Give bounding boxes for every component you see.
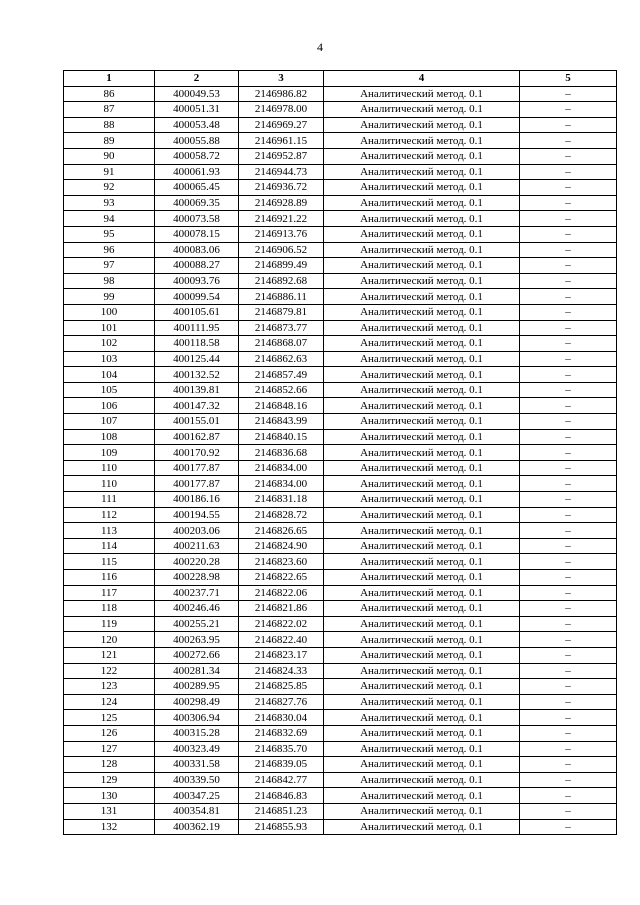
error-cell: – bbox=[520, 492, 617, 508]
y-coordinate-cell: 2146913.76 bbox=[239, 226, 324, 242]
y-coordinate-cell: 2146886.11 bbox=[239, 289, 324, 305]
point-number-cell: 92 bbox=[64, 180, 155, 196]
table-row bbox=[64, 554, 617, 570]
error-cell: – bbox=[520, 414, 617, 430]
error-cell: – bbox=[520, 694, 617, 710]
x-coordinate-cell: 400306.94 bbox=[155, 710, 239, 726]
point-number-cell: 113 bbox=[64, 523, 155, 539]
method-cell: Аналитический метод. 0.1 bbox=[324, 538, 520, 554]
point-number-cell: 94 bbox=[64, 211, 155, 227]
method-cell: Аналитический метод. 0.1 bbox=[324, 164, 520, 180]
x-coordinate-cell: 400263.95 bbox=[155, 632, 239, 648]
point-number-cell: 90 bbox=[64, 148, 155, 164]
table-row bbox=[64, 133, 617, 149]
y-coordinate-cell: 2146824.90 bbox=[239, 538, 324, 554]
error-cell: – bbox=[520, 647, 617, 663]
x-coordinate-cell: 400170.92 bbox=[155, 445, 239, 461]
x-coordinate-cell: 400362.19 bbox=[155, 819, 239, 835]
point-number-cell: 132 bbox=[64, 819, 155, 835]
x-coordinate-cell: 400078.15 bbox=[155, 226, 239, 242]
y-coordinate-cell: 2146826.65 bbox=[239, 523, 324, 539]
error-cell: – bbox=[520, 445, 617, 461]
error-cell: – bbox=[520, 289, 617, 305]
point-number-cell: 101 bbox=[64, 320, 155, 336]
y-coordinate-cell: 2146892.68 bbox=[239, 273, 324, 289]
error-cell: – bbox=[520, 148, 617, 164]
error-cell: – bbox=[520, 320, 617, 336]
y-coordinate-cell: 2146855.93 bbox=[239, 819, 324, 835]
error-cell: – bbox=[520, 538, 617, 554]
y-coordinate-cell: 2146857.49 bbox=[239, 367, 324, 383]
y-coordinate-cell: 2146873.77 bbox=[239, 320, 324, 336]
method-cell: Аналитический метод. 0.1 bbox=[324, 741, 520, 757]
error-cell: – bbox=[520, 788, 617, 804]
y-coordinate-cell: 2146851.23 bbox=[239, 803, 324, 819]
x-coordinate-cell: 400069.35 bbox=[155, 195, 239, 211]
table-row bbox=[64, 616, 617, 632]
table-row bbox=[64, 460, 617, 476]
x-coordinate-cell: 400228.98 bbox=[155, 570, 239, 586]
point-number-cell: 86 bbox=[64, 86, 155, 102]
point-number-cell: 114 bbox=[64, 538, 155, 554]
error-cell: – bbox=[520, 632, 617, 648]
table-row bbox=[64, 601, 617, 617]
x-coordinate-cell: 400053.48 bbox=[155, 117, 239, 133]
point-number-cell: 125 bbox=[64, 710, 155, 726]
y-coordinate-cell: 2146832.69 bbox=[239, 725, 324, 741]
method-cell: Аналитический метод. 0.1 bbox=[324, 523, 520, 539]
x-coordinate-cell: 400194.55 bbox=[155, 507, 239, 523]
method-cell: Аналитический метод. 0.1 bbox=[324, 133, 520, 149]
error-cell: – bbox=[520, 133, 617, 149]
error-cell: – bbox=[520, 772, 617, 788]
y-coordinate-cell: 2146822.06 bbox=[239, 585, 324, 601]
error-cell: – bbox=[520, 382, 617, 398]
method-cell: Аналитический метод. 0.1 bbox=[324, 819, 520, 835]
method-cell: Аналитический метод. 0.1 bbox=[324, 601, 520, 617]
point-number-cell: 104 bbox=[64, 367, 155, 383]
y-coordinate-cell: 2146830.04 bbox=[239, 710, 324, 726]
point-number-cell: 96 bbox=[64, 242, 155, 258]
method-cell: Аналитический метод. 0.1 bbox=[324, 647, 520, 663]
point-number-cell: 89 bbox=[64, 133, 155, 149]
table-row bbox=[64, 414, 617, 430]
table-row bbox=[64, 304, 617, 320]
y-coordinate-cell: 2146852.66 bbox=[239, 382, 324, 398]
method-cell: Аналитический метод. 0.1 bbox=[324, 788, 520, 804]
table-row bbox=[64, 570, 617, 586]
x-coordinate-cell: 400339.50 bbox=[155, 772, 239, 788]
error-cell: – bbox=[520, 258, 617, 274]
method-cell: Аналитический метод. 0.1 bbox=[324, 445, 520, 461]
point-number-cell: 103 bbox=[64, 351, 155, 367]
column-header-1: 1 bbox=[64, 71, 155, 87]
table-row bbox=[64, 429, 617, 445]
table-row bbox=[64, 632, 617, 648]
x-coordinate-cell: 400289.95 bbox=[155, 679, 239, 695]
y-coordinate-cell: 2146848.16 bbox=[239, 398, 324, 414]
table-row bbox=[64, 445, 617, 461]
method-cell: Аналитический метод. 0.1 bbox=[324, 273, 520, 289]
method-cell: Аналитический метод. 0.1 bbox=[324, 694, 520, 710]
y-coordinate-cell: 2146834.00 bbox=[239, 460, 324, 476]
method-cell: Аналитический метод. 0.1 bbox=[324, 86, 520, 102]
y-coordinate-cell: 2146842.77 bbox=[239, 772, 324, 788]
table-row bbox=[64, 86, 617, 102]
table-row bbox=[64, 148, 617, 164]
method-cell: Аналитический метод. 0.1 bbox=[324, 585, 520, 601]
table-row bbox=[64, 273, 617, 289]
table-row bbox=[64, 211, 617, 227]
method-cell: Аналитический метод. 0.1 bbox=[324, 710, 520, 726]
x-coordinate-cell: 400073.58 bbox=[155, 211, 239, 227]
y-coordinate-cell: 2146936.72 bbox=[239, 180, 324, 196]
y-coordinate-cell: 2146921.22 bbox=[239, 211, 324, 227]
point-number-cell: 120 bbox=[64, 632, 155, 648]
y-coordinate-cell: 2146944.73 bbox=[239, 164, 324, 180]
x-coordinate-cell: 400315.28 bbox=[155, 725, 239, 741]
table-row bbox=[64, 538, 617, 554]
point-number-cell: 116 bbox=[64, 570, 155, 586]
method-cell: Аналитический метод. 0.1 bbox=[324, 351, 520, 367]
method-cell: Аналитический метод. 0.1 bbox=[324, 616, 520, 632]
table-row bbox=[64, 476, 617, 492]
table-row bbox=[64, 694, 617, 710]
error-cell: – bbox=[520, 570, 617, 586]
method-cell: Аналитический метод. 0.1 bbox=[324, 632, 520, 648]
point-number-cell: 91 bbox=[64, 164, 155, 180]
error-cell: – bbox=[520, 336, 617, 352]
method-cell: Аналитический метод. 0.1 bbox=[324, 211, 520, 227]
method-cell: Аналитический метод. 0.1 bbox=[324, 367, 520, 383]
point-number-cell: 131 bbox=[64, 803, 155, 819]
method-cell: Аналитический метод. 0.1 bbox=[324, 148, 520, 164]
y-coordinate-cell: 2146899.49 bbox=[239, 258, 324, 274]
point-number-cell: 107 bbox=[64, 414, 155, 430]
error-cell: – bbox=[520, 429, 617, 445]
method-cell: Аналитический метод. 0.1 bbox=[324, 476, 520, 492]
error-cell: – bbox=[520, 86, 617, 102]
point-number-cell: 106 bbox=[64, 398, 155, 414]
x-coordinate-cell: 400099.54 bbox=[155, 289, 239, 305]
table-row bbox=[64, 117, 617, 133]
y-coordinate-cell: 2146986.82 bbox=[239, 86, 324, 102]
x-coordinate-cell: 400255.21 bbox=[155, 616, 239, 632]
point-number-cell: 87 bbox=[64, 102, 155, 118]
column-header-4: 4 bbox=[324, 71, 520, 87]
x-coordinate-cell: 400220.28 bbox=[155, 554, 239, 570]
error-cell: – bbox=[520, 211, 617, 227]
y-coordinate-cell: 2146969.27 bbox=[239, 117, 324, 133]
x-coordinate-cell: 400111.95 bbox=[155, 320, 239, 336]
method-cell: Аналитический метод. 0.1 bbox=[324, 679, 520, 695]
x-coordinate-cell: 400246.46 bbox=[155, 601, 239, 617]
error-cell: – bbox=[520, 663, 617, 679]
error-cell: – bbox=[520, 507, 617, 523]
x-coordinate-cell: 400105.61 bbox=[155, 304, 239, 320]
table-row bbox=[64, 492, 617, 508]
y-coordinate-cell: 2146821.86 bbox=[239, 601, 324, 617]
x-coordinate-cell: 400155.01 bbox=[155, 414, 239, 430]
point-number-cell: 112 bbox=[64, 507, 155, 523]
error-cell: – bbox=[520, 710, 617, 726]
point-number-cell: 127 bbox=[64, 741, 155, 757]
y-coordinate-cell: 2146840.15 bbox=[239, 429, 324, 445]
table-row bbox=[64, 289, 617, 305]
error-cell: – bbox=[520, 180, 617, 196]
method-cell: Аналитический метод. 0.1 bbox=[324, 289, 520, 305]
x-coordinate-cell: 400139.81 bbox=[155, 382, 239, 398]
method-cell: Аналитический метод. 0.1 bbox=[324, 570, 520, 586]
method-cell: Аналитический метод. 0.1 bbox=[324, 507, 520, 523]
point-number-cell: 95 bbox=[64, 226, 155, 242]
y-coordinate-cell: 2146835.70 bbox=[239, 741, 324, 757]
table-row bbox=[64, 382, 617, 398]
table-row bbox=[64, 647, 617, 663]
table-row bbox=[64, 585, 617, 601]
method-cell: Аналитический метод. 0.1 bbox=[324, 757, 520, 773]
y-coordinate-cell: 2146839.05 bbox=[239, 757, 324, 773]
error-cell: – bbox=[520, 195, 617, 211]
point-number-cell: 124 bbox=[64, 694, 155, 710]
method-cell: Аналитический метод. 0.1 bbox=[324, 304, 520, 320]
y-coordinate-cell: 2146823.60 bbox=[239, 554, 324, 570]
method-cell: Аналитический метод. 0.1 bbox=[324, 414, 520, 430]
y-coordinate-cell: 2146879.81 bbox=[239, 304, 324, 320]
y-coordinate-cell: 2146822.02 bbox=[239, 616, 324, 632]
table-row bbox=[64, 336, 617, 352]
y-coordinate-cell: 2146822.40 bbox=[239, 632, 324, 648]
point-number-cell: 100 bbox=[64, 304, 155, 320]
method-cell: Аналитический метод. 0.1 bbox=[324, 663, 520, 679]
error-cell: – bbox=[520, 398, 617, 414]
x-coordinate-cell: 400354.81 bbox=[155, 803, 239, 819]
error-cell: – bbox=[520, 679, 617, 695]
table-header-row bbox=[64, 71, 617, 87]
y-coordinate-cell: 2146928.89 bbox=[239, 195, 324, 211]
table-row bbox=[64, 788, 617, 804]
y-coordinate-cell: 2146843.99 bbox=[239, 414, 324, 430]
point-number-cell: 129 bbox=[64, 772, 155, 788]
table-row bbox=[64, 819, 617, 835]
error-cell: – bbox=[520, 273, 617, 289]
x-coordinate-cell: 400331.58 bbox=[155, 757, 239, 773]
method-cell: Аналитический метод. 0.1 bbox=[324, 195, 520, 211]
point-number-cell: 130 bbox=[64, 788, 155, 804]
y-coordinate-cell: 2146823.17 bbox=[239, 647, 324, 663]
error-cell: – bbox=[520, 367, 617, 383]
error-cell: – bbox=[520, 585, 617, 601]
table-row bbox=[64, 741, 617, 757]
error-cell: – bbox=[520, 757, 617, 773]
point-number-cell: 121 bbox=[64, 647, 155, 663]
error-cell: – bbox=[520, 351, 617, 367]
x-coordinate-cell: 400237.71 bbox=[155, 585, 239, 601]
table-row bbox=[64, 320, 617, 336]
x-coordinate-cell: 400093.76 bbox=[155, 273, 239, 289]
x-coordinate-cell: 400125.44 bbox=[155, 351, 239, 367]
method-cell: Аналитический метод. 0.1 bbox=[324, 492, 520, 508]
error-cell: – bbox=[520, 117, 617, 133]
table-row bbox=[64, 195, 617, 211]
error-cell: – bbox=[520, 741, 617, 757]
x-coordinate-cell: 400058.72 bbox=[155, 148, 239, 164]
x-coordinate-cell: 400049.53 bbox=[155, 86, 239, 102]
error-cell: – bbox=[520, 819, 617, 835]
table-body bbox=[64, 86, 617, 835]
point-number-cell: 98 bbox=[64, 273, 155, 289]
table-row bbox=[64, 803, 617, 819]
table-row bbox=[64, 226, 617, 242]
y-coordinate-cell: 2146906.52 bbox=[239, 242, 324, 258]
y-coordinate-cell: 2146834.00 bbox=[239, 476, 324, 492]
y-coordinate-cell: 2146846.83 bbox=[239, 788, 324, 804]
y-coordinate-cell: 2146828.72 bbox=[239, 507, 324, 523]
y-coordinate-cell: 2146824.33 bbox=[239, 663, 324, 679]
error-cell: – bbox=[520, 725, 617, 741]
point-number-cell: 97 bbox=[64, 258, 155, 274]
point-number-cell: 111 bbox=[64, 492, 155, 508]
point-number-cell: 126 bbox=[64, 725, 155, 741]
error-cell: – bbox=[520, 554, 617, 570]
error-cell: – bbox=[520, 601, 617, 617]
method-cell: Аналитический метод. 0.1 bbox=[324, 180, 520, 196]
table-row bbox=[64, 180, 617, 196]
point-number-cell: 123 bbox=[64, 679, 155, 695]
y-coordinate-cell: 2146868.07 bbox=[239, 336, 324, 352]
y-coordinate-cell: 2146978.00 bbox=[239, 102, 324, 118]
x-coordinate-cell: 400088.27 bbox=[155, 258, 239, 274]
method-cell: Аналитический метод. 0.1 bbox=[324, 258, 520, 274]
point-number-cell: 110 bbox=[64, 460, 155, 476]
table-row bbox=[64, 507, 617, 523]
error-cell: – bbox=[520, 304, 617, 320]
point-number-cell: 99 bbox=[64, 289, 155, 305]
method-cell: Аналитический метод. 0.1 bbox=[324, 242, 520, 258]
table-row bbox=[64, 757, 617, 773]
table-row bbox=[64, 523, 617, 539]
method-cell: Аналитический метод. 0.1 bbox=[324, 102, 520, 118]
error-cell: – bbox=[520, 803, 617, 819]
x-coordinate-cell: 400051.31 bbox=[155, 102, 239, 118]
x-coordinate-cell: 400147.32 bbox=[155, 398, 239, 414]
point-number-cell: 93 bbox=[64, 195, 155, 211]
y-coordinate-cell: 2146952.87 bbox=[239, 148, 324, 164]
table-row bbox=[64, 725, 617, 741]
x-coordinate-cell: 400298.49 bbox=[155, 694, 239, 710]
x-coordinate-cell: 400347.25 bbox=[155, 788, 239, 804]
x-coordinate-cell: 400211.63 bbox=[155, 538, 239, 554]
x-coordinate-cell: 400281.34 bbox=[155, 663, 239, 679]
table-row bbox=[64, 367, 617, 383]
error-cell: – bbox=[520, 242, 617, 258]
y-coordinate-cell: 2146862.63 bbox=[239, 351, 324, 367]
method-cell: Аналитический метод. 0.1 bbox=[324, 117, 520, 133]
table-row bbox=[64, 710, 617, 726]
point-number-cell: 115 bbox=[64, 554, 155, 570]
table-row bbox=[64, 351, 617, 367]
x-coordinate-cell: 400162.87 bbox=[155, 429, 239, 445]
method-cell: Аналитический метод. 0.1 bbox=[324, 382, 520, 398]
method-cell: Аналитический метод. 0.1 bbox=[324, 320, 520, 336]
column-header-5: 5 bbox=[520, 71, 617, 87]
table-row bbox=[64, 258, 617, 274]
method-cell: Аналитический метод. 0.1 bbox=[324, 554, 520, 570]
method-cell: Аналитический метод. 0.1 bbox=[324, 803, 520, 819]
table-row bbox=[64, 679, 617, 695]
x-coordinate-cell: 400272.66 bbox=[155, 647, 239, 663]
error-cell: – bbox=[520, 460, 617, 476]
point-number-cell: 105 bbox=[64, 382, 155, 398]
x-coordinate-cell: 400083.06 bbox=[155, 242, 239, 258]
point-number-cell: 88 bbox=[64, 117, 155, 133]
table-row bbox=[64, 102, 617, 118]
point-number-cell: 128 bbox=[64, 757, 155, 773]
x-coordinate-cell: 400177.87 bbox=[155, 460, 239, 476]
coordinates-table bbox=[63, 70, 617, 835]
table-row bbox=[64, 772, 617, 788]
error-cell: – bbox=[520, 523, 617, 539]
method-cell: Аналитический метод. 0.1 bbox=[324, 460, 520, 476]
table-row bbox=[64, 663, 617, 679]
method-cell: Аналитический метод. 0.1 bbox=[324, 336, 520, 352]
x-coordinate-cell: 400055.88 bbox=[155, 133, 239, 149]
y-coordinate-cell: 2146825.85 bbox=[239, 679, 324, 695]
error-cell: – bbox=[520, 616, 617, 632]
method-cell: Аналитический метод. 0.1 bbox=[324, 772, 520, 788]
method-cell: Аналитический метод. 0.1 bbox=[324, 725, 520, 741]
page-number: 4 bbox=[317, 40, 323, 54]
point-number-cell: 108 bbox=[64, 429, 155, 445]
x-coordinate-cell: 400177.87 bbox=[155, 476, 239, 492]
x-coordinate-cell: 400323.49 bbox=[155, 741, 239, 757]
table-row bbox=[64, 398, 617, 414]
method-cell: Аналитический метод. 0.1 bbox=[324, 398, 520, 414]
y-coordinate-cell: 2146961.15 bbox=[239, 133, 324, 149]
error-cell: – bbox=[520, 164, 617, 180]
x-coordinate-cell: 400132.52 bbox=[155, 367, 239, 383]
y-coordinate-cell: 2146836.68 bbox=[239, 445, 324, 461]
point-number-cell: 122 bbox=[64, 663, 155, 679]
error-cell: – bbox=[520, 102, 617, 118]
column-header-3: 3 bbox=[239, 71, 324, 87]
method-cell: Аналитический метод. 0.1 bbox=[324, 429, 520, 445]
table-row bbox=[64, 242, 617, 258]
point-number-cell: 117 bbox=[64, 585, 155, 601]
error-cell: – bbox=[520, 476, 617, 492]
point-number-cell: 110 bbox=[64, 476, 155, 492]
point-number-cell: 102 bbox=[64, 336, 155, 352]
x-coordinate-cell: 400118.58 bbox=[155, 336, 239, 352]
column-header-2: 2 bbox=[155, 71, 239, 87]
point-number-cell: 119 bbox=[64, 616, 155, 632]
method-cell: Аналитический метод. 0.1 bbox=[324, 226, 520, 242]
point-number-cell: 109 bbox=[64, 445, 155, 461]
point-number-cell: 118 bbox=[64, 601, 155, 617]
y-coordinate-cell: 2146822.65 bbox=[239, 570, 324, 586]
y-coordinate-cell: 2146831.18 bbox=[239, 492, 324, 508]
y-coordinate-cell: 2146827.76 bbox=[239, 694, 324, 710]
x-coordinate-cell: 400186.16 bbox=[155, 492, 239, 508]
x-coordinate-cell: 400065.45 bbox=[155, 180, 239, 196]
error-cell: – bbox=[520, 226, 617, 242]
x-coordinate-cell: 400061.93 bbox=[155, 164, 239, 180]
x-coordinate-cell: 400203.06 bbox=[155, 523, 239, 539]
table-row bbox=[64, 164, 617, 180]
